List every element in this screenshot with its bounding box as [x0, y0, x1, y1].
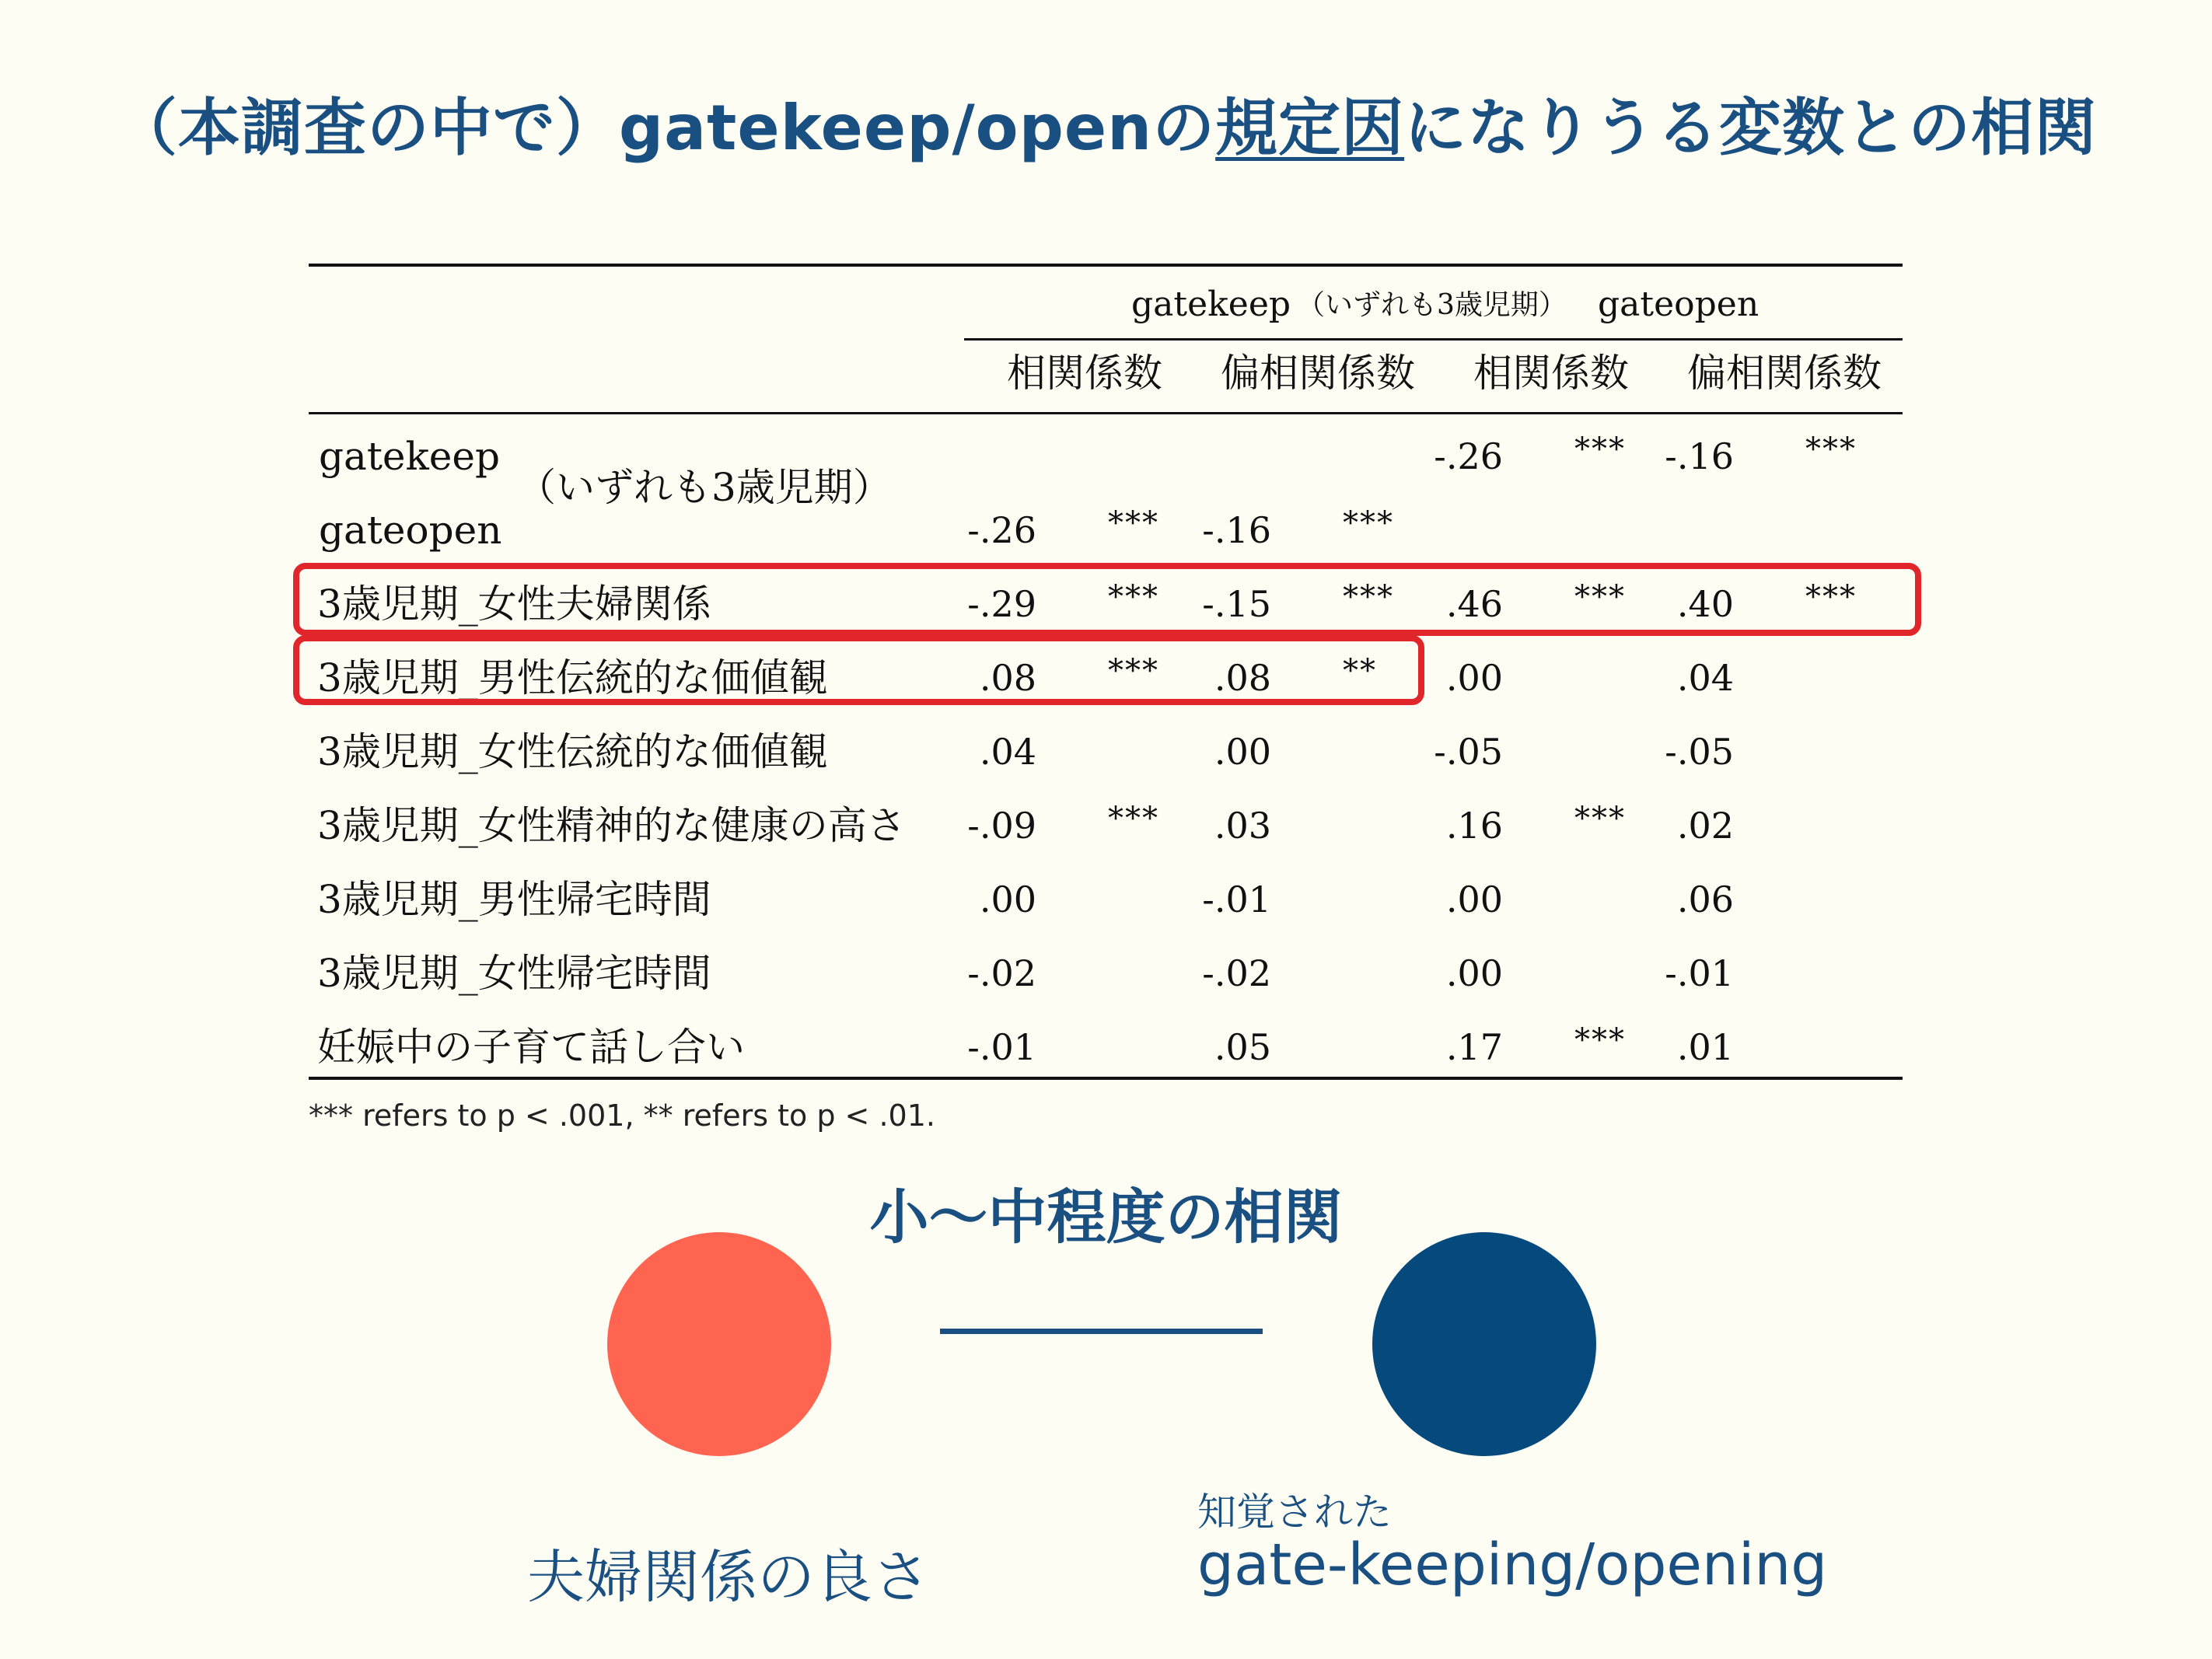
right-circle — [1372, 1232, 1596, 1456]
connector-line — [940, 1329, 1263, 1334]
table-note: *** refers to p < .001, ** refers to p < .01. — [309, 1098, 935, 1133]
significance-mark: *** — [1108, 801, 1159, 836]
table-top-rule — [309, 264, 1903, 267]
table-cell-value: .04 — [1676, 657, 1734, 699]
highlight-box — [293, 563, 1921, 636]
table-cell-value: -.26 — [967, 509, 1036, 551]
significance-mark: ** — [1343, 653, 1377, 689]
table-cell-value: .08 — [979, 657, 1036, 699]
table-cell-value: .08 — [1214, 657, 1271, 699]
significance-mark: *** — [1343, 505, 1394, 541]
header-gateopen: gateopen — [1598, 285, 1759, 324]
row-label: gateopen — [319, 508, 502, 553]
table-cell-value: -.05 — [1665, 731, 1734, 773]
significance-mark: *** — [1108, 579, 1159, 615]
column-header: 相関係数 — [1007, 351, 1162, 396]
significance-mark: *** — [1343, 579, 1394, 615]
highlight-box — [293, 635, 1424, 705]
table-cell-value: .00 — [1445, 952, 1503, 994]
right-caption-small: 知覚された — [1197, 1490, 1392, 1535]
title-suffix: になりうる変数との相関 — [1404, 92, 2098, 164]
table-cell-value: -.26 — [1434, 435, 1503, 477]
table-cell-value: .03 — [1214, 805, 1271, 847]
column-header: 相関係数 — [1473, 351, 1629, 396]
table-cell-value: -.02 — [1202, 952, 1271, 994]
significance-mark: *** — [1574, 801, 1626, 836]
row-label: 3歳児期_女性伝統的な価値観 — [317, 729, 828, 774]
table-cell-value: .00 — [1445, 657, 1503, 699]
row-label: 3歳児期_男性伝統的な価値観 — [317, 655, 828, 700]
table-cell-value: -.05 — [1434, 731, 1503, 773]
table-cell-value: -.16 — [1665, 435, 1734, 477]
table-cell-value: .00 — [1445, 878, 1503, 920]
table-cell-value: .00 — [1214, 731, 1271, 773]
table-cell-value: -.01 — [967, 1026, 1036, 1068]
row-group-label: （いずれも3歳児期） — [517, 465, 892, 510]
table-cell-value: .17 — [1445, 1026, 1503, 1068]
table-cell-value: -.16 — [1202, 509, 1271, 551]
significance-mark: *** — [1805, 431, 1857, 467]
table-cell-value: -.15 — [1202, 583, 1271, 625]
right-caption: gate-keeping/opening — [1197, 1532, 1828, 1598]
left-caption: 夫婦関係の良さ — [527, 1544, 930, 1611]
table-cell-value: -.01 — [1665, 952, 1734, 994]
significance-mark: *** — [1108, 505, 1159, 541]
table-cell-value: .02 — [1676, 805, 1734, 847]
page-title — [0, 78, 2212, 167]
table-cell-value: -.01 — [1202, 878, 1271, 920]
table-cell-value: .00 — [979, 878, 1036, 920]
diagram-subtitle: 小〜中程度の相関 — [869, 1182, 1343, 1252]
table-bottom-rule — [309, 1077, 1903, 1080]
left-circle — [607, 1232, 831, 1456]
table-cell-value: .06 — [1676, 878, 1734, 920]
row-label: 3歳児期_女性精神的な健康の高さ — [317, 803, 906, 848]
significance-mark: *** — [1108, 653, 1159, 689]
significance-mark: *** — [1574, 1022, 1626, 1058]
table-subheader-rule — [964, 338, 1903, 341]
header-period: （いずれも3歳児期） — [1297, 289, 1567, 321]
table-cell-value: .46 — [1445, 583, 1503, 625]
table-header-rule — [309, 412, 1903, 414]
row-label: 3歳児期_女性帰宅時間 — [317, 951, 711, 996]
table-cell-value: .16 — [1445, 805, 1503, 847]
table-cell-value: .05 — [1214, 1026, 1271, 1068]
significance-mark: *** — [1574, 431, 1626, 467]
significance-mark: *** — [1574, 579, 1626, 615]
table-cell-value: .04 — [979, 731, 1036, 773]
table-cell-value: -.09 — [967, 805, 1036, 847]
title-underlined: 規定因 — [1215, 92, 1405, 164]
header-gatekeep: gatekeep — [1131, 285, 1291, 324]
significance-mark: *** — [1805, 579, 1857, 615]
row-label: 3歳児期_女性夫婦関係 — [317, 582, 711, 627]
table-cell-value: .40 — [1676, 583, 1734, 625]
column-header: 偏相関係数 — [1687, 351, 1882, 396]
table-cell-value: -.29 — [967, 583, 1036, 625]
table-cell-value: -.02 — [967, 952, 1036, 994]
column-header: 偏相関係数 — [1221, 351, 1415, 396]
table-cell-value: .01 — [1676, 1026, 1734, 1068]
row-label: 妊娠中の子育て話し合い — [317, 1025, 745, 1070]
title-prefix: （本調査の中で）gatekeep/openの — [114, 92, 1216, 164]
row-label: 3歳児期_男性帰宅時間 — [317, 877, 711, 922]
row-label: gatekeep — [319, 434, 500, 479]
